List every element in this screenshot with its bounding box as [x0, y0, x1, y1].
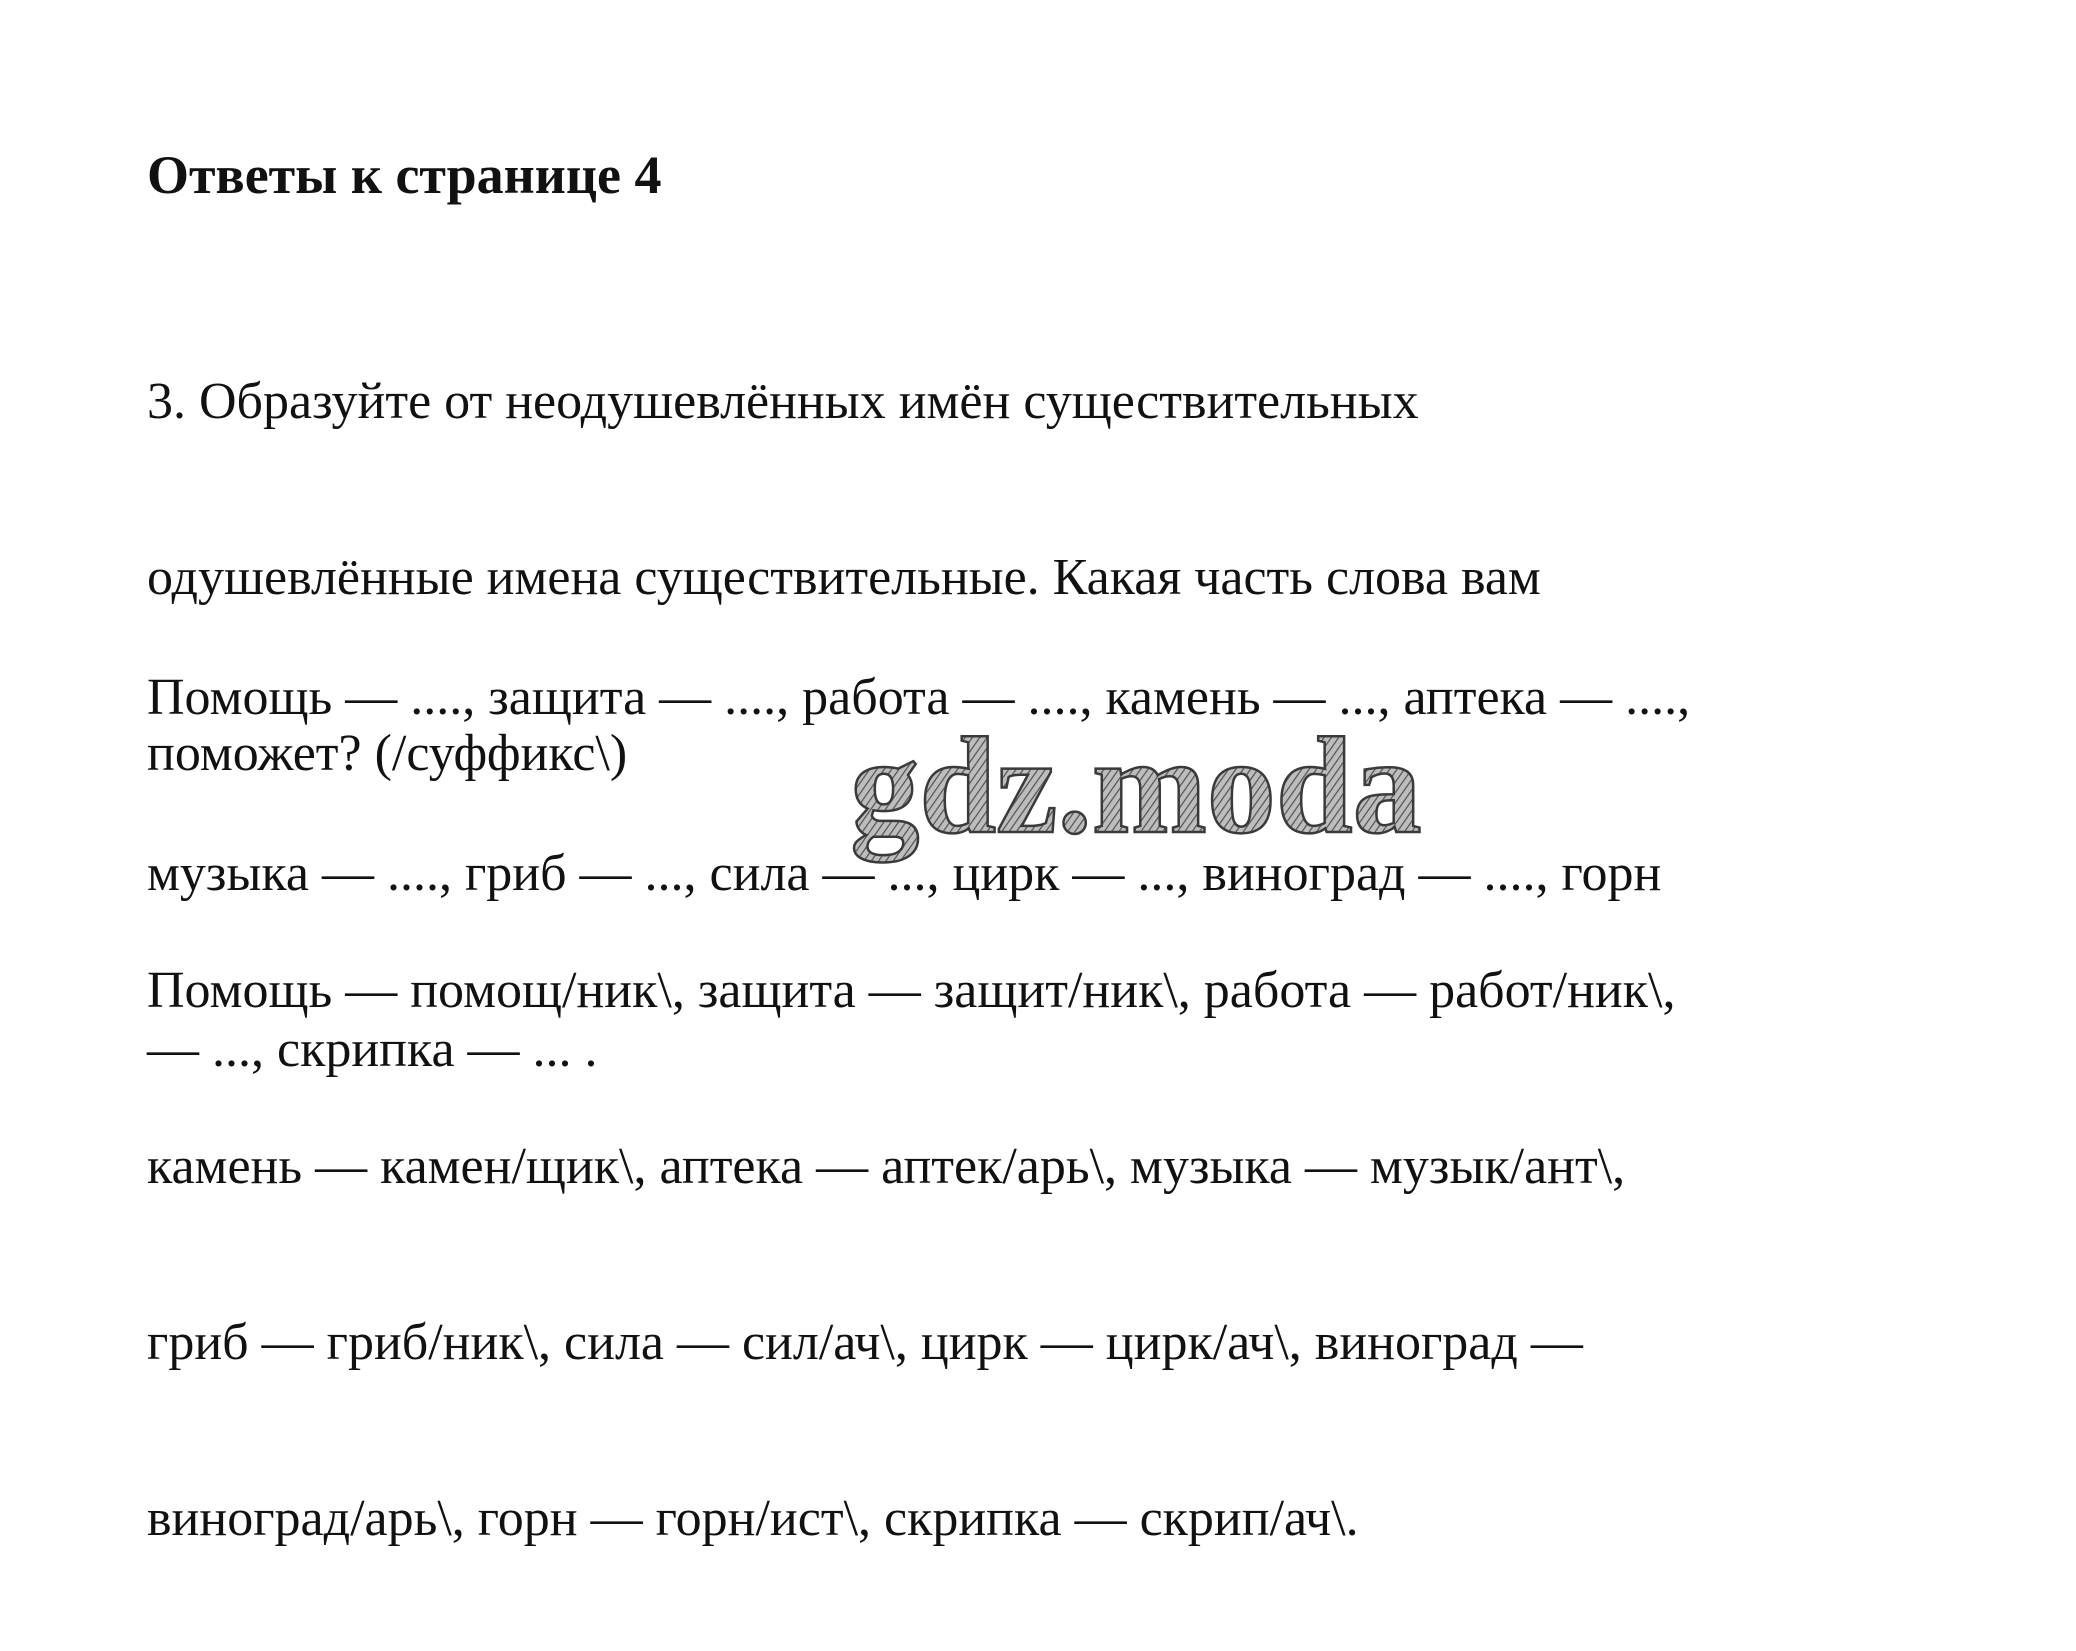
watermark-text: gdz.moda: [850, 709, 1422, 862]
answer-list: [147, 859, 1947, 1651]
watermark-logo: [836, 709, 1436, 872]
word-line: Помощь — ...., защита — ...., работа — ...., камень — ..., аптека — ....,: [147, 669, 1691, 726]
word-line: — ..., скрипка — ... .: [147, 1021, 598, 1078]
task-line: одушевлённые имена существительные. Какая часть слова вам: [147, 549, 1541, 606]
answer-line: виноград/арь\, горн — горн/ист\, скрипка — скрип/ач\.: [147, 1490, 1359, 1547]
answer-line: камень — камен/щик\, аптека — аптек/арь\, музыка — музык/ант\,: [147, 1138, 1626, 1195]
watermark-graphic: [836, 709, 1436, 872]
answer-line: гриб — гриб/ник\, сила — сил/ач\, цирк — цирк/ач\, виноград —: [147, 1314, 1583, 1371]
task-line: 3. Образуйте от неодушевлённых имён существительных: [147, 373, 1419, 430]
page-heading: Ответы к странице 4: [147, 145, 662, 205]
task-line: поможет? (/суффикс\): [147, 725, 628, 782]
word-line: музыка — ...., гриб — ..., сила — ..., цирк — ..., виноград — ...., горн: [147, 845, 1662, 902]
answer-line: Помощь — помощ/ник\, защита — защит/ник\, работа — работ/ник\,: [147, 962, 1676, 1019]
